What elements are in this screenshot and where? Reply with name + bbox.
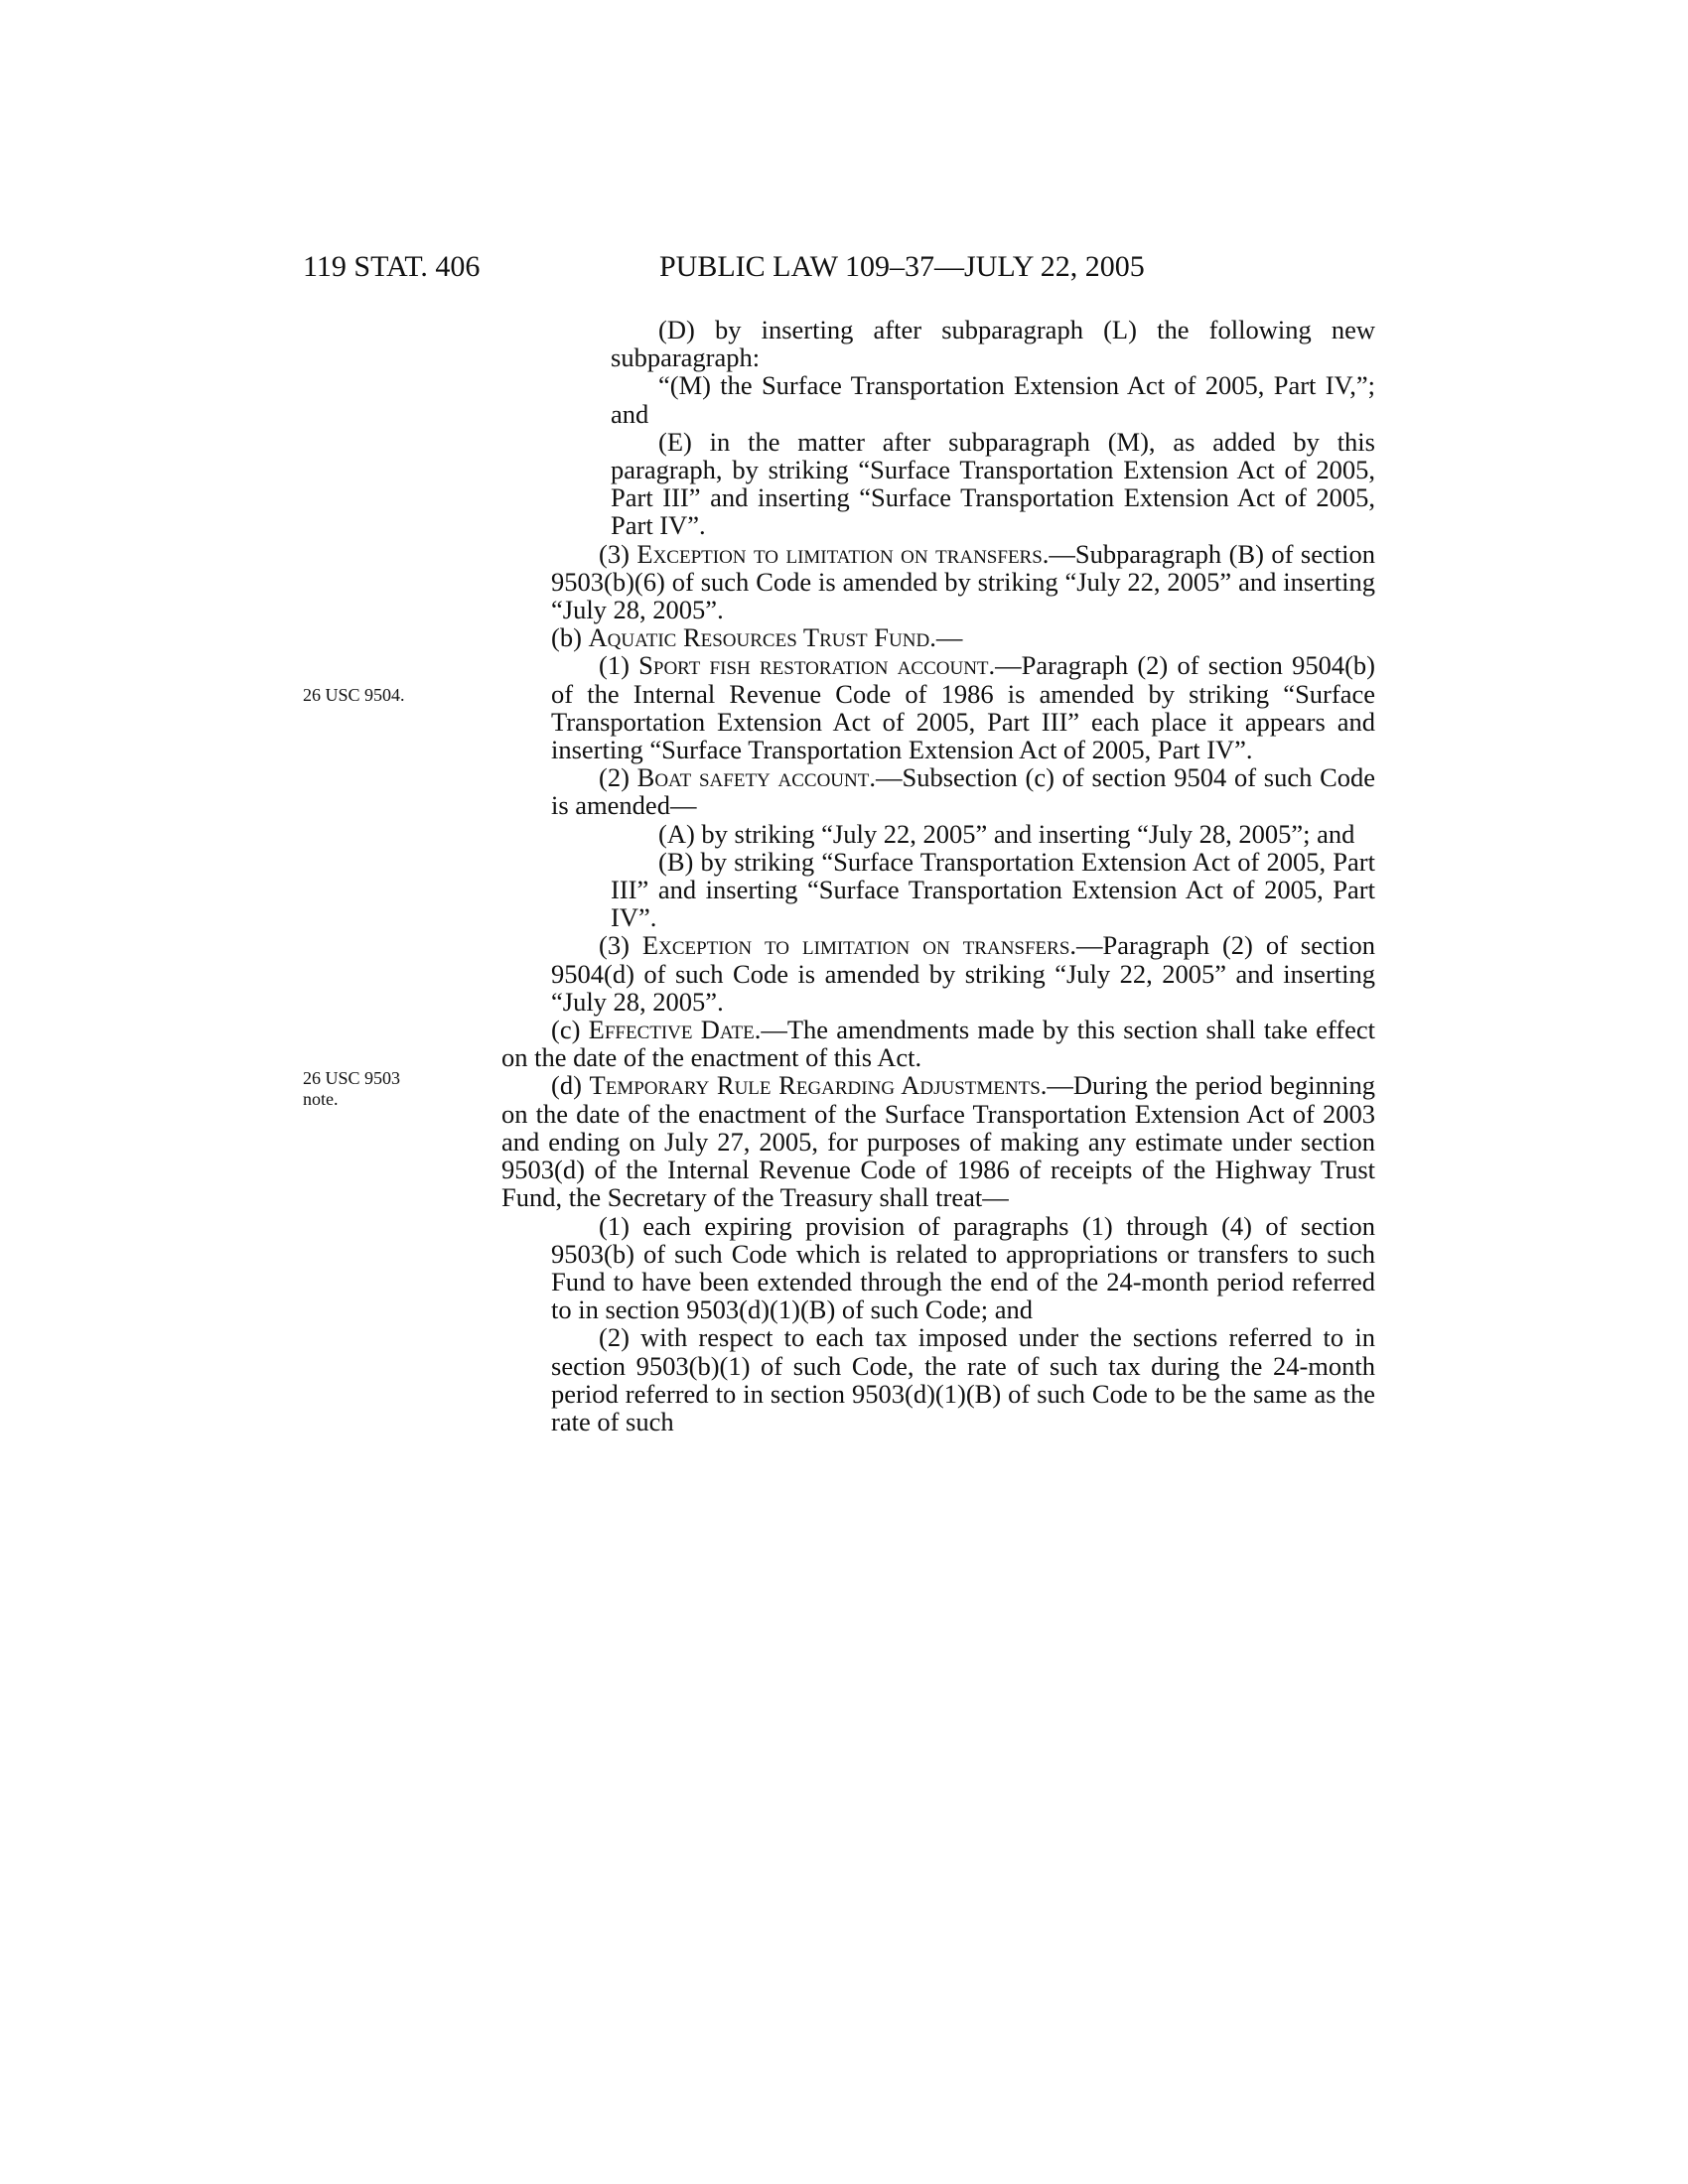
running-head: PUBLIC LAW 109–37—JULY 22, 2005 (659, 250, 1145, 283)
paragraph-b1 (501, 651, 1375, 763)
paragraph-text: .—Subsection (c) of section 9504 of such Code is amended— (551, 762, 1375, 821)
subsection-c (501, 1016, 1375, 1071)
margin-note-usc-9504: 26 USC 9504. (303, 685, 405, 705)
paragraph-number: (3) (599, 930, 642, 961)
clause-b2b: (B) by striking “Surface Transportation Extension Act of 2005, Part III” and inserting “Surface Transportation Extension Act of 2005, Part IV”. (611, 846, 1375, 933)
paragraph-number: (2) (599, 762, 637, 793)
paragraph-text: .—Paragraph (2) of section 9504(b) of the Internal Revenue Code of 1986 is amended by striking “Surface Transportation Extension Act of 2005, Part III” each place it appears and inserting “Surface Transportation Extension Act of 2005, Part IV”. (551, 650, 1375, 765)
subsection-text: .— (929, 622, 963, 653)
subsection-number: (c) (551, 1015, 589, 1045)
paragraph-number: (1) (599, 650, 639, 681)
paragraph-heading: Boat safety account (636, 762, 870, 793)
subsection-d (501, 1071, 1375, 1211)
paragraph-heading: Exception to limitation on transfers (636, 538, 1043, 569)
subsection-text: .—The amendments made by this section shall take effect on the date of the enactment of this Act. (501, 1015, 1375, 1073)
paragraph-a3 (501, 540, 1375, 624)
page-header (0, 250, 1688, 290)
subsection-number: (d) (551, 1070, 590, 1101)
subsection-text: .—During the period beginning on the date of the enactment of the Surface Transportation Extension Act of 2003 and ending on July 27, 2005, for purposes of making any estimate under section 9503(d) of the Internal Revenue Code of 1986 of receipts of the Highway Trust Fund, the Secretary of the Treasury shall treat— (501, 1070, 1375, 1213)
paragraph-b3 (501, 931, 1375, 1016)
subsection-heading: Temporary Rule Regarding Adjustments (589, 1070, 1041, 1101)
paragraph-d2: (2) with respect to each tax imposed under the sections referred to in section 9503(b)(1) of such Code, the rate of such tax during the 24-month period referred to in section 9503(d)(1)(B) of such Code to be the same as the rate of such (551, 1322, 1375, 1436)
subsection-heading: Effective Date (588, 1015, 755, 1045)
paragraph-text: .—Paragraph (2) of section 9504(d) of such Code is amended by striking “July 22, 2005” and inserting “July 28, 2005”. (551, 930, 1375, 1017)
clause-d-insert: (D) by inserting after subparagraph (L) the following new subparagraph: (611, 315, 1375, 373)
page-body (501, 316, 1375, 1435)
subsection-number: (b) (551, 622, 589, 653)
margin-note-line: note. (303, 1089, 339, 1109)
subsection-b (501, 623, 1375, 651)
paragraph-number: (3) (599, 538, 637, 569)
stat-page-number: 119 STAT. 406 (303, 250, 481, 283)
paragraph-d1: (1) each expiring provision of paragraphs (1) through (4) of section 9503(b) of such Code which is related to appropriations or transfers to such Fund to have been extended through the end of the 24-month period referred to in section 9503(d)(1)(B) of such Code; and (551, 1210, 1375, 1325)
clause-b2a: (A) by striking “July 22, 2005” and inserting “July 28, 2005”; and (658, 818, 1355, 849)
paragraph-b2 (501, 763, 1375, 819)
subsection-heading: Aquatic Resources Trust Fund (588, 622, 930, 653)
paragraph-text: .—Subparagraph (B) of section 9503(b)(6) of such Code is amended by striking “July 22, 2005” and inserting “July 28, 2005”. (551, 538, 1375, 625)
margin-note-usc-9503 (303, 1068, 400, 1110)
paragraph-heading: Exception to limitation on transfers (641, 930, 1070, 961)
clause-e-matter: (E) in the matter after subparagraph (M), as added by this paragraph, by striking “Surface Transportation Extension Act of 2005, Part III” and inserting “Surface Transportation Extension Act of 2005, Part IV”. (611, 426, 1375, 541)
margin-note-line: 26 USC 9503 (303, 1068, 401, 1088)
clause-m-quote: “(M) the Surface Transportation Extension Act of 2005, Part IV,”; and (611, 370, 1375, 429)
paragraph-heading: Sport fish restoration account (638, 650, 989, 681)
